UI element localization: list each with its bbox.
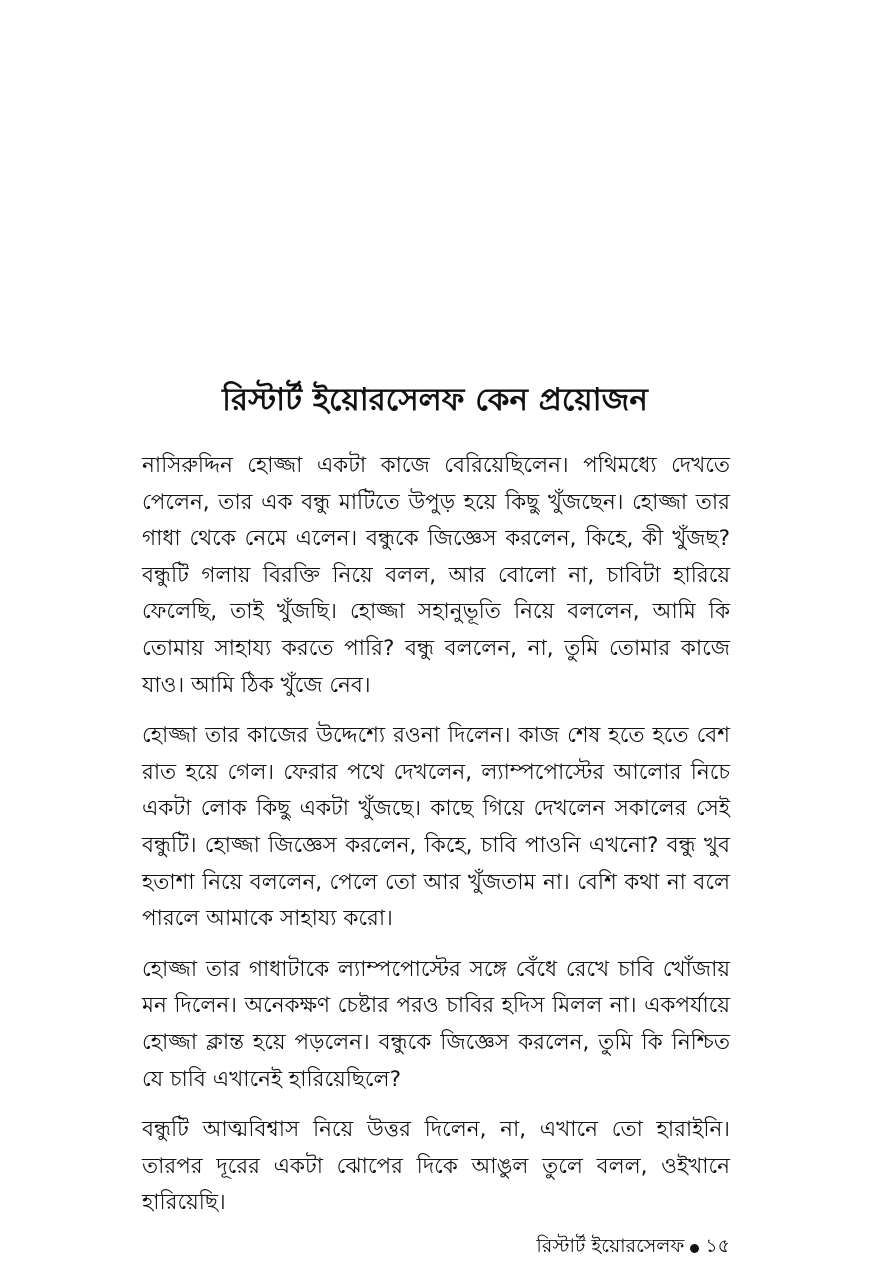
chapter-title: রিস্টার্ট ইয়োরসেলফ কেন প্রয়োজন xyxy=(222,382,648,418)
page-footer xyxy=(536,1232,730,1264)
page-number: ১৫ xyxy=(705,1235,730,1257)
paragraph-2: হোজ্জা তার কাজের উদ্দেশ্যে রওনা দিলেন। কাজ শেষ হতে হতে বেশ রাত হয়ে গেল। ফেরার পথে দেখলেন, ল্যাম্পপোস্টের আলোর নিচে একটা লোক কিছু একটা খুঁজছে। কাছে গিয়ে দেখলেন সকালের সেই বন্ধুটি। হোজ্জা জিজ্ঞেস করলেন, কিহে, চাবি পাওনি এখনো? বন্ধু খুব হতাশা নিয়ে বললেন, পেলে তো আর খুঁজতাম না। বেশি কথা না বলে পারলে আমাকে সাহায্য করো। xyxy=(142,723,730,932)
running-header-title: রিস্টার্ট ইয়োরসেলফ xyxy=(536,1235,685,1257)
paragraph-4: বন্ধুটি আত্মবিশ্বাস নিয়ে উত্তর দিলেন, না, এখানে তো হারাইনি। তারপর দূরের একটা ঝোপের দিকে আঙুল তুলে বলল, ওইখানে হারিয়েছি। xyxy=(142,1117,730,1216)
bullet-icon xyxy=(690,1244,699,1253)
body-text xyxy=(142,448,730,1236)
paragraph-3: হোজ্জা তার গাধাটাকে ল্যাম্পপোস্টের সঙ্গে বেঁধে রেখে চাবি খোঁজায় মন দিলেন। অনেকক্ষণ চেষ্টার পরও চাবির হদিস মিলল না। একপর্যায়ে হোজ্জা ক্লান্ত হয়ে পড়লেন। বন্ধুকে জিজ্ঞেস করলেন, তুমি কি নিশ্চিত যে চাবি এখানেই হারিয়েছিলে? xyxy=(142,956,730,1092)
paragraph-1: নাসিরুদ্দিন হোজ্জা একটা কাজে বেরিয়েছিলেন। পথিমধ্যে দেখতে পেলেন, তার এক বন্ধু মাটিতে উপুড় হয়ে কিছু খুঁজছেন। হোজ্জা তার গাধা থেকে নেমে এলেন। বন্ধুকে জিজ্ঞেস করলেন, কিহে, কী খুঁজছ? বন্ধুটি গলায় বিরক্তি নিয়ে বলল, আর বোলো না, চাবিটা হারিয়ে ফেলেছি, তাই খুঁজছি। হোজ্জা সহানুভূতি নিয়ে বললেন, আমি কি তোমায় সাহায্য করতে পারি? বন্ধু বললেন, না, তুমি তোমার কাজে যাও। আমি ঠিক খুঁজে নেব। xyxy=(142,453,730,698)
